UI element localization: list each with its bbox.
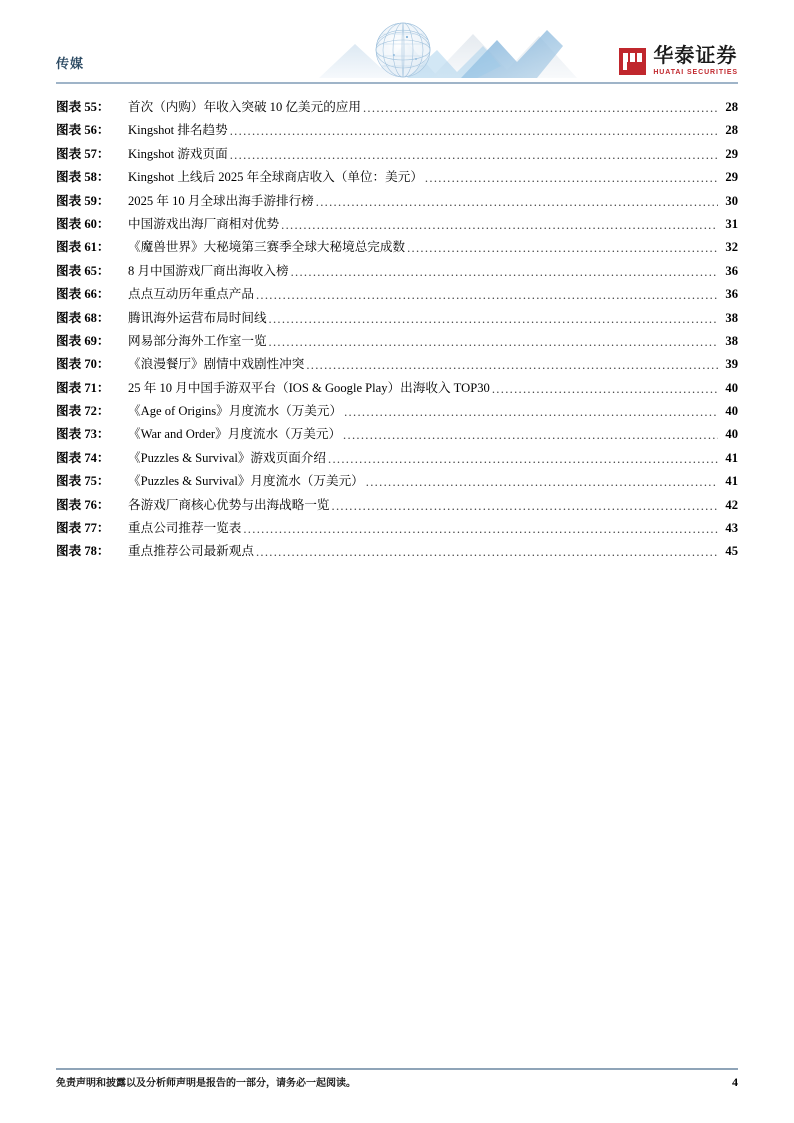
toc-entry-label: 图表 65： [56, 263, 110, 278]
toc-entry-title: 网易部分海外工作室一览 [128, 333, 267, 348]
toc-entry-title: 重点推荐公司最新观点 [128, 544, 254, 559]
toc-entry-page: 32 [725, 240, 738, 255]
toc-entry[interactable] [56, 517, 738, 540]
toc-entry-title: 《War and Order》月度流水（万美元） [128, 427, 342, 442]
toc-entry-title: 首次（内购）年收入突破 10 亿美元的应用 [128, 100, 361, 114]
toc-entry-page: 28 [725, 123, 738, 138]
footer-page-number: 4 [732, 1075, 738, 1089]
footer-disclaimer: 免责声明和披露以及分析师声明是报告的一部分，请务必一起阅读。 [56, 1078, 356, 1089]
toc-leader-dots [269, 316, 718, 328]
toc-entry-title: 25 年 10 月中国手游双平台（IOS & Google Play）出海收入 TOP30 [128, 380, 490, 395]
toc-entry-page: 38 [725, 310, 738, 325]
toc-entry-title: 《Age of Origins》月度流水（万美元） [128, 404, 343, 419]
toc-entry[interactable] [56, 283, 738, 306]
toc-entry-page: 45 [725, 544, 738, 559]
toc-entry-label: 图表 56： [56, 123, 110, 138]
toc-entry-title: 《魔兽世界》大秘境第三赛季全球大秘境总完成数 [128, 240, 406, 255]
page-footer [56, 1074, 738, 1090]
huatai-logo-mark-icon [619, 48, 646, 75]
toc-entry-title: 2025 年 10 月全球出海手游排行榜 [128, 193, 314, 208]
toc-leader-dots [343, 433, 718, 445]
toc-entry-label: 图表 76： [56, 497, 110, 512]
toc-entry-page: 40 [725, 404, 738, 419]
toc-entry-title: 中国游戏出海厂商相对优势 [128, 216, 280, 231]
toc-entry-page: 28 [725, 100, 738, 114]
toc-leader-dots [366, 480, 718, 492]
toc-leader-dots [281, 222, 718, 234]
toc-entry-label: 图表 77： [56, 521, 110, 536]
toc-entry-page: 43 [725, 521, 738, 536]
toc-entry-title: 《Puzzles & Survival》月度流水（万美元） [128, 474, 364, 489]
toc-entry[interactable] [56, 236, 738, 259]
toc-entry-label: 图表 66： [56, 287, 110, 302]
toc-leader-dots [407, 246, 718, 258]
toc-entry-label: 图表 75： [56, 474, 110, 489]
toc-entry-label: 图表 57： [56, 146, 110, 161]
table-of-figures [56, 96, 738, 564]
toc-entry-label: 图表 78： [56, 544, 110, 559]
toc-leader-dots [492, 386, 718, 398]
toc-entry[interactable] [56, 377, 738, 400]
huatai-logo-text [653, 46, 738, 76]
toc-leader-dots [256, 550, 718, 562]
toc-entry[interactable] [56, 143, 738, 166]
toc-entry[interactable] [56, 540, 738, 563]
toc-leader-dots [243, 526, 718, 538]
toc-entry-label: 图表 70： [56, 357, 110, 372]
toc-entry-label: 图表 69： [56, 333, 110, 348]
toc-entry-label: 图表 73： [56, 427, 110, 442]
huatai-logo [619, 46, 738, 76]
toc-entry-page: 42 [725, 497, 738, 512]
toc-entry-title: 点点互动历年重点产品 [128, 287, 254, 302]
toc-entry-label: 图表 71： [56, 380, 110, 395]
toc-entry[interactable] [56, 166, 738, 189]
toc-entry-title: 重点公司推荐一览表 [128, 521, 242, 536]
toc-entry[interactable] [56, 470, 738, 493]
toc-entry-page: 36 [725, 263, 738, 278]
toc-entry-label: 图表 59： [56, 193, 110, 208]
toc-entry[interactable] [56, 119, 738, 142]
toc-entry-page: 41 [725, 450, 738, 465]
globe-decoration-icon [311, 20, 601, 80]
toc-leader-dots [256, 293, 718, 305]
toc-entry-page: 30 [725, 193, 738, 208]
toc-leader-dots [306, 363, 718, 375]
page-section-title: 传媒 [56, 56, 85, 71]
toc-entry-page: 38 [725, 333, 738, 348]
brand-name-cn: 华泰证券 [653, 45, 738, 67]
toc-entry-label: 图表 74： [56, 450, 110, 465]
toc-leader-dots [291, 269, 718, 281]
toc-entry-label: 图表 55： [56, 100, 110, 114]
toc-entry[interactable] [56, 353, 738, 376]
toc-entry[interactable] [56, 213, 738, 236]
toc-entry-page: 40 [725, 380, 738, 395]
toc-entry-label: 图表 72： [56, 404, 110, 419]
toc-entry-page: 31 [725, 216, 738, 231]
toc-entry-title: 8 月中国游戏厂商出海收入榜 [128, 263, 289, 278]
page-header [56, 18, 738, 80]
toc-entry-page: 40 [725, 427, 738, 442]
toc-entry[interactable] [56, 400, 738, 423]
toc-entry-title: 腾讯海外运营布局时间线 [128, 310, 267, 325]
toc-leader-dots [316, 199, 718, 211]
toc-entry-title: Kingshot 游戏页面 [128, 146, 228, 161]
toc-leader-dots [332, 503, 719, 515]
toc-entry-title: Kingshot 排名趋势 [128, 123, 228, 138]
toc-entry-title: 《Puzzles & Survival》游戏页面介绍 [128, 450, 326, 465]
footer-divider [56, 1068, 738, 1070]
toc-entry-label: 图表 61： [56, 240, 110, 255]
toc-entry-title: Kingshot 上线后 2025 年全球商店收入（单位：美元） [128, 170, 423, 185]
header-divider [56, 82, 738, 84]
toc-entry-page: 41 [725, 474, 738, 489]
toc-entry-page: 39 [725, 357, 738, 372]
toc-entry[interactable] [56, 307, 738, 330]
toc-entry-label: 图表 68： [56, 310, 110, 325]
toc-entry[interactable] [56, 260, 738, 283]
toc-entry-label: 图表 60： [56, 216, 110, 231]
toc-entry-page: 29 [725, 146, 738, 161]
toc-leader-dots [344, 409, 718, 421]
toc-entry[interactable] [56, 494, 738, 517]
toc-entry[interactable] [56, 190, 738, 213]
toc-entry-title: 《浪漫餐厅》剧情中戏剧性冲突 [128, 357, 305, 372]
toc-entry[interactable] [56, 423, 738, 446]
toc-leader-dots [363, 105, 718, 117]
toc-leader-dots [328, 456, 718, 468]
toc-entry[interactable] [56, 96, 738, 119]
toc-entry-page: 29 [725, 170, 738, 185]
toc-leader-dots [425, 176, 718, 188]
toc-entry[interactable] [56, 447, 738, 470]
toc-leader-dots [230, 152, 718, 164]
toc-entry[interactable] [56, 330, 738, 353]
toc-leader-dots [230, 129, 718, 141]
brand-name-en: HUATAI SECURITIES [653, 69, 738, 76]
toc-leader-dots [269, 339, 718, 351]
toc-entry-page: 36 [725, 287, 738, 302]
toc-entry-title: 各游戏厂商核心优势与出海战略一览 [128, 497, 330, 512]
toc-entry-label: 图表 58： [56, 170, 110, 185]
